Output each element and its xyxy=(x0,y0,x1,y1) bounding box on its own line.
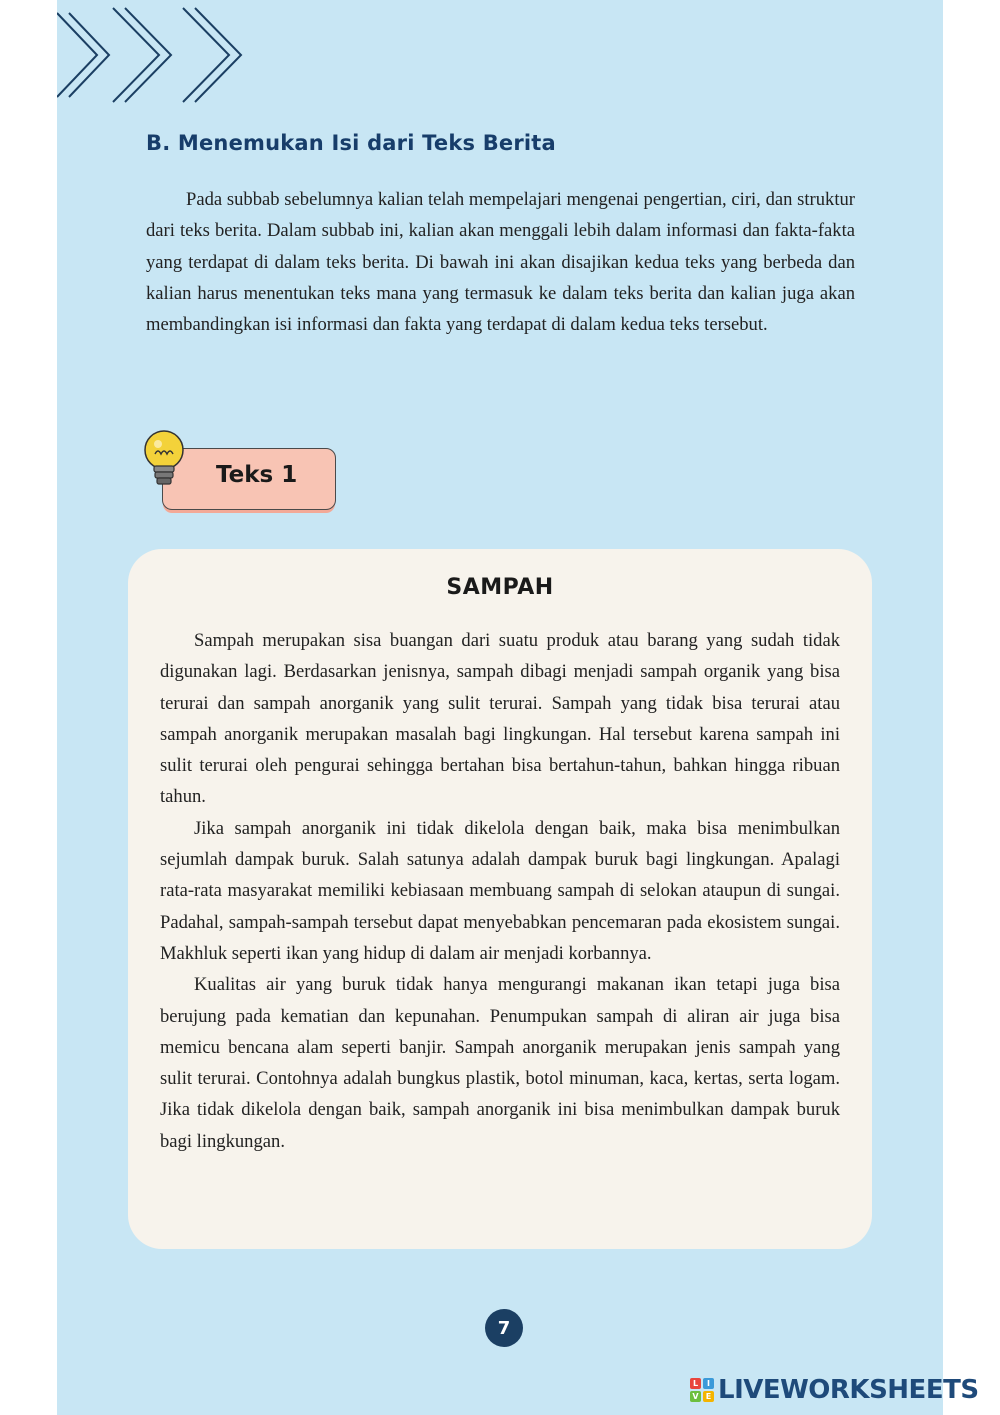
chevron-right-icon xyxy=(195,8,241,102)
card-paragraph: Jika sampah anorganik ini tidak dikelola dengan baik, maka bisa menimbulkan sejumlah dampak buruk. Salah satunya adalah dampak buruk bagi lingkungan. Apalagi rata-rata masyarakat memiliki kebiasaan membuang sampah di selokan ataupun di sungai. Padahal, sampah-sampah tersebut dapat menyebabkan pencemaran pada ekosistem sungai. Makhluk seperti ikan yang hidup di dalam air menjadi korbannya. xyxy=(160,817,840,964)
logo-text: LIVEWORKSHEETS xyxy=(718,1375,979,1405)
chevron-right-icon xyxy=(69,13,109,97)
section-title: B. Menemukan Isi dari Teks Berita xyxy=(146,131,556,155)
intro-paragraph: Pada subbab sebelumnya kalian telah mempelajari mengenai pengertian, ciri, dan struktur dari teks berita. Dalam subbab ini, kalian akan menggali lebih dalam informasi dan fakta-fakta yang terdapat di dalam teks berita. Di bawah ini akan disajikan kedua teks yang berbeda dan kalian harus menentukan teks mana yang termasuk ke dalam teks berita dan kalian juga akan membandingkan isi informasi dan fakta yang terdapat di dalam kedua teks tersebut. xyxy=(146,189,855,336)
chevron-decoration xyxy=(57,5,247,105)
text-label: Teks 1 xyxy=(216,462,298,488)
card-body xyxy=(160,625,840,1157)
logo-letter: L xyxy=(690,1378,701,1389)
card-title: SAMPAH xyxy=(446,575,554,600)
logo-letter: V xyxy=(690,1391,701,1402)
logo-letter: E xyxy=(703,1391,714,1402)
logo-grid-icon xyxy=(690,1378,714,1402)
chevron-right-icon xyxy=(183,8,229,102)
card-paragraph: Kualitas air yang buruk tidak hanya mengurangi makanan ikan tetapi juga bisa berujung pada kematian dan kepunahan. Penumpukan sampah di aliran air juga bisa memicu bencana alam seperti banjir. Sampah anorganik merupakan jenis sampah yang sulit terurai. Contohnya adalah bungkus plastik, botol minuman, kaca, kertas, serta logam. Jika tidak dikelola dengan baik, sampah anorganik ini bisa menimbulkan dampak buruk bagi lingkungan. xyxy=(160,974,840,1152)
card-paragraph: Sampah merupakan sisa buangan dari suatu produk atau barang yang sudah tidak digunakan lagi. Berdasarkan jenisnya, sampah dibagi menjadi sampah organik yang bisa terurai dan sampah anorganik yang sulit terurai. Sampah yang tidak bisa terurai atau sampah anorganik merupakan masalah bagi lingkungan. Hal tersebut karena sampah ini sulit terurai oleh pengurai sehingga bertahan bisa bertahun-tahun, bahkan hingga ribuan tahun. xyxy=(160,630,840,808)
page-number-badge: 7 xyxy=(485,1309,523,1347)
lightbulb-icon xyxy=(140,428,188,498)
chevron-right-icon xyxy=(57,13,97,97)
chevron-right-icon xyxy=(113,8,159,102)
liveworksheets-logo[interactable] xyxy=(690,1372,979,1408)
chevron-right-icon xyxy=(125,8,171,102)
logo-letter: I xyxy=(703,1378,714,1389)
